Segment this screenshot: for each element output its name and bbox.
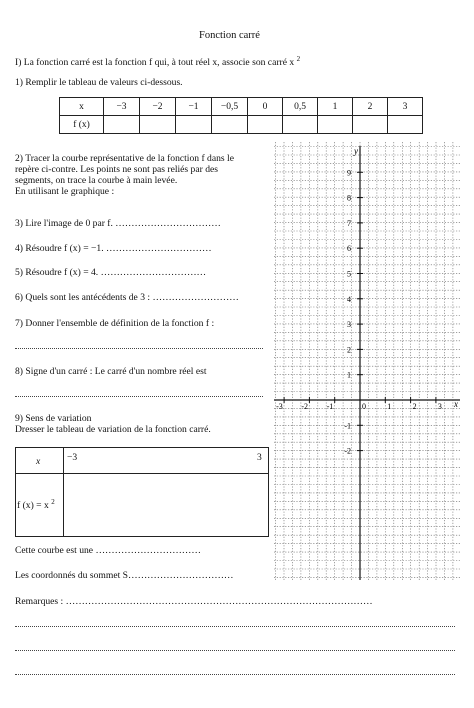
page-title: Fonction carré <box>199 30 260 41</box>
y-tick-label: 6 <box>347 244 351 254</box>
conclusion-courbe: Cette courbe est une …………………………… <box>15 545 201 556</box>
variation-f-text: f (x) = x <box>17 500 49 511</box>
question-7: 7) Donner l'ensemble de définition de la fonction f : <box>15 318 215 329</box>
values-table-header-x: x <box>60 98 104 116</box>
intro-line: I) La fonction carré est la fonction f qui, à tout réel x, associe son carré x <box>15 57 295 68</box>
intro-text <box>15 54 301 68</box>
question-9-title: 9) Sens de variation <box>15 413 92 424</box>
y-tick-label: -1 <box>344 421 351 431</box>
values-table-input[interactable] <box>248 116 283 134</box>
x-tick-label: 0 <box>362 402 366 411</box>
y-tick-label: 9 <box>347 168 351 178</box>
values-table-cell: −3 <box>104 98 140 116</box>
grid-lines <box>274 142 460 580</box>
remarques-line[interactable] <box>15 626 455 627</box>
question-9-text: Dresser le tableau de variation de la fonction carré. <box>15 424 211 435</box>
question-2-line: segments, on trace la courbe à main levée. <box>15 175 178 186</box>
values-table-input[interactable] <box>388 116 423 134</box>
values-table-cell: −0,5 <box>212 98 248 116</box>
values-table-cell: −2 <box>140 98 176 116</box>
remarques-label: Remarques : …………………………………………………………………………………… <box>15 596 373 607</box>
variation-table <box>15 447 269 537</box>
x-tick-label: -3 <box>276 402 283 411</box>
values-table-cell: 3 <box>388 98 423 116</box>
y-tick-label: 4 <box>347 294 351 304</box>
variation-f-label <box>17 497 55 511</box>
answer-line-8[interactable] <box>15 396 263 397</box>
values-table-input[interactable] <box>212 116 248 134</box>
question-5: 5) Résoudre f (x) = 4. …………………………… <box>15 267 207 278</box>
x-axis-label: x <box>454 399 458 409</box>
variation-x-left: −3 <box>67 452 78 463</box>
values-table-input[interactable] <box>140 116 176 134</box>
x-tick-label: 2 <box>412 402 417 411</box>
values-table-input[interactable] <box>353 116 388 134</box>
values-table-header-fx: f (x) <box>60 116 104 134</box>
question-2 <box>15 153 234 197</box>
question-2-line: 2) Tracer la courbe représentative de la fonction f dans le <box>15 153 234 164</box>
variation-x-right: 3 <box>257 452 262 463</box>
y-tick-label: 3 <box>347 320 351 330</box>
x-tick-label: 3 <box>437 402 442 411</box>
values-table-row-fx <box>60 116 423 134</box>
question-2-line: repère ci-contre. Les points ne sont pas reliés par des <box>15 164 218 175</box>
values-table <box>59 97 423 134</box>
values-table-row-x <box>60 98 423 116</box>
answer-line-7[interactable] <box>15 348 263 349</box>
y-tick-label: -2 <box>344 446 351 456</box>
values-table-cell: −1 <box>176 98 212 116</box>
variation-fill-area[interactable] <box>64 474 267 535</box>
x-tick-label: -2 <box>301 402 309 411</box>
conclusion-sommet: Les coordonnés du sommet S…………………………… <box>15 570 234 581</box>
values-table-input[interactable] <box>176 116 212 134</box>
y-tick-label: 5 <box>347 269 351 279</box>
y-tick-label: 1 <box>347 370 351 380</box>
question-1: 1) Remplir le tableau de valeurs ci-dessous. <box>15 77 183 88</box>
values-table-cell: 1 <box>318 98 353 116</box>
remarques-line[interactable] <box>15 674 455 675</box>
x-tick-label: 1 <box>387 402 392 411</box>
values-table-input[interactable] <box>318 116 353 134</box>
question-6: 6) Quels sont les antécédents de 3 : ……………………… <box>15 292 239 303</box>
values-table-input[interactable] <box>104 116 140 134</box>
coordinate-grid[interactable] <box>274 142 460 580</box>
question-2-line: En utilisant le graphique : <box>15 186 115 197</box>
values-table-input[interactable] <box>283 116 318 134</box>
question-4: 4) Résoudre f (x) = −1. …………………………… <box>15 243 212 254</box>
variation-x-label: x <box>36 456 41 467</box>
values-table-cell: 0 <box>248 98 283 116</box>
y-tick-label: 7 <box>347 218 351 228</box>
intro-exponent: 2 <box>296 54 301 63</box>
question-3: 3) Lire l'image de 0 par f. …………………………… <box>15 218 221 229</box>
values-table-cell: 0,5 <box>283 98 318 116</box>
y-tick-label: 2 <box>347 345 351 355</box>
x-tick-label: -1 <box>326 402 334 411</box>
remarques-line[interactable] <box>15 650 455 651</box>
values-table-cell: 2 <box>353 98 388 116</box>
y-tick-label: 8 <box>347 193 351 203</box>
axes <box>274 146 460 580</box>
y-axis-label: y <box>354 146 358 156</box>
variation-f-exponent: 2 <box>51 497 55 506</box>
tick-labels <box>276 168 442 455</box>
question-8: 8) Signe d'un carré : Le carré d'un nombre réel est <box>15 366 207 377</box>
